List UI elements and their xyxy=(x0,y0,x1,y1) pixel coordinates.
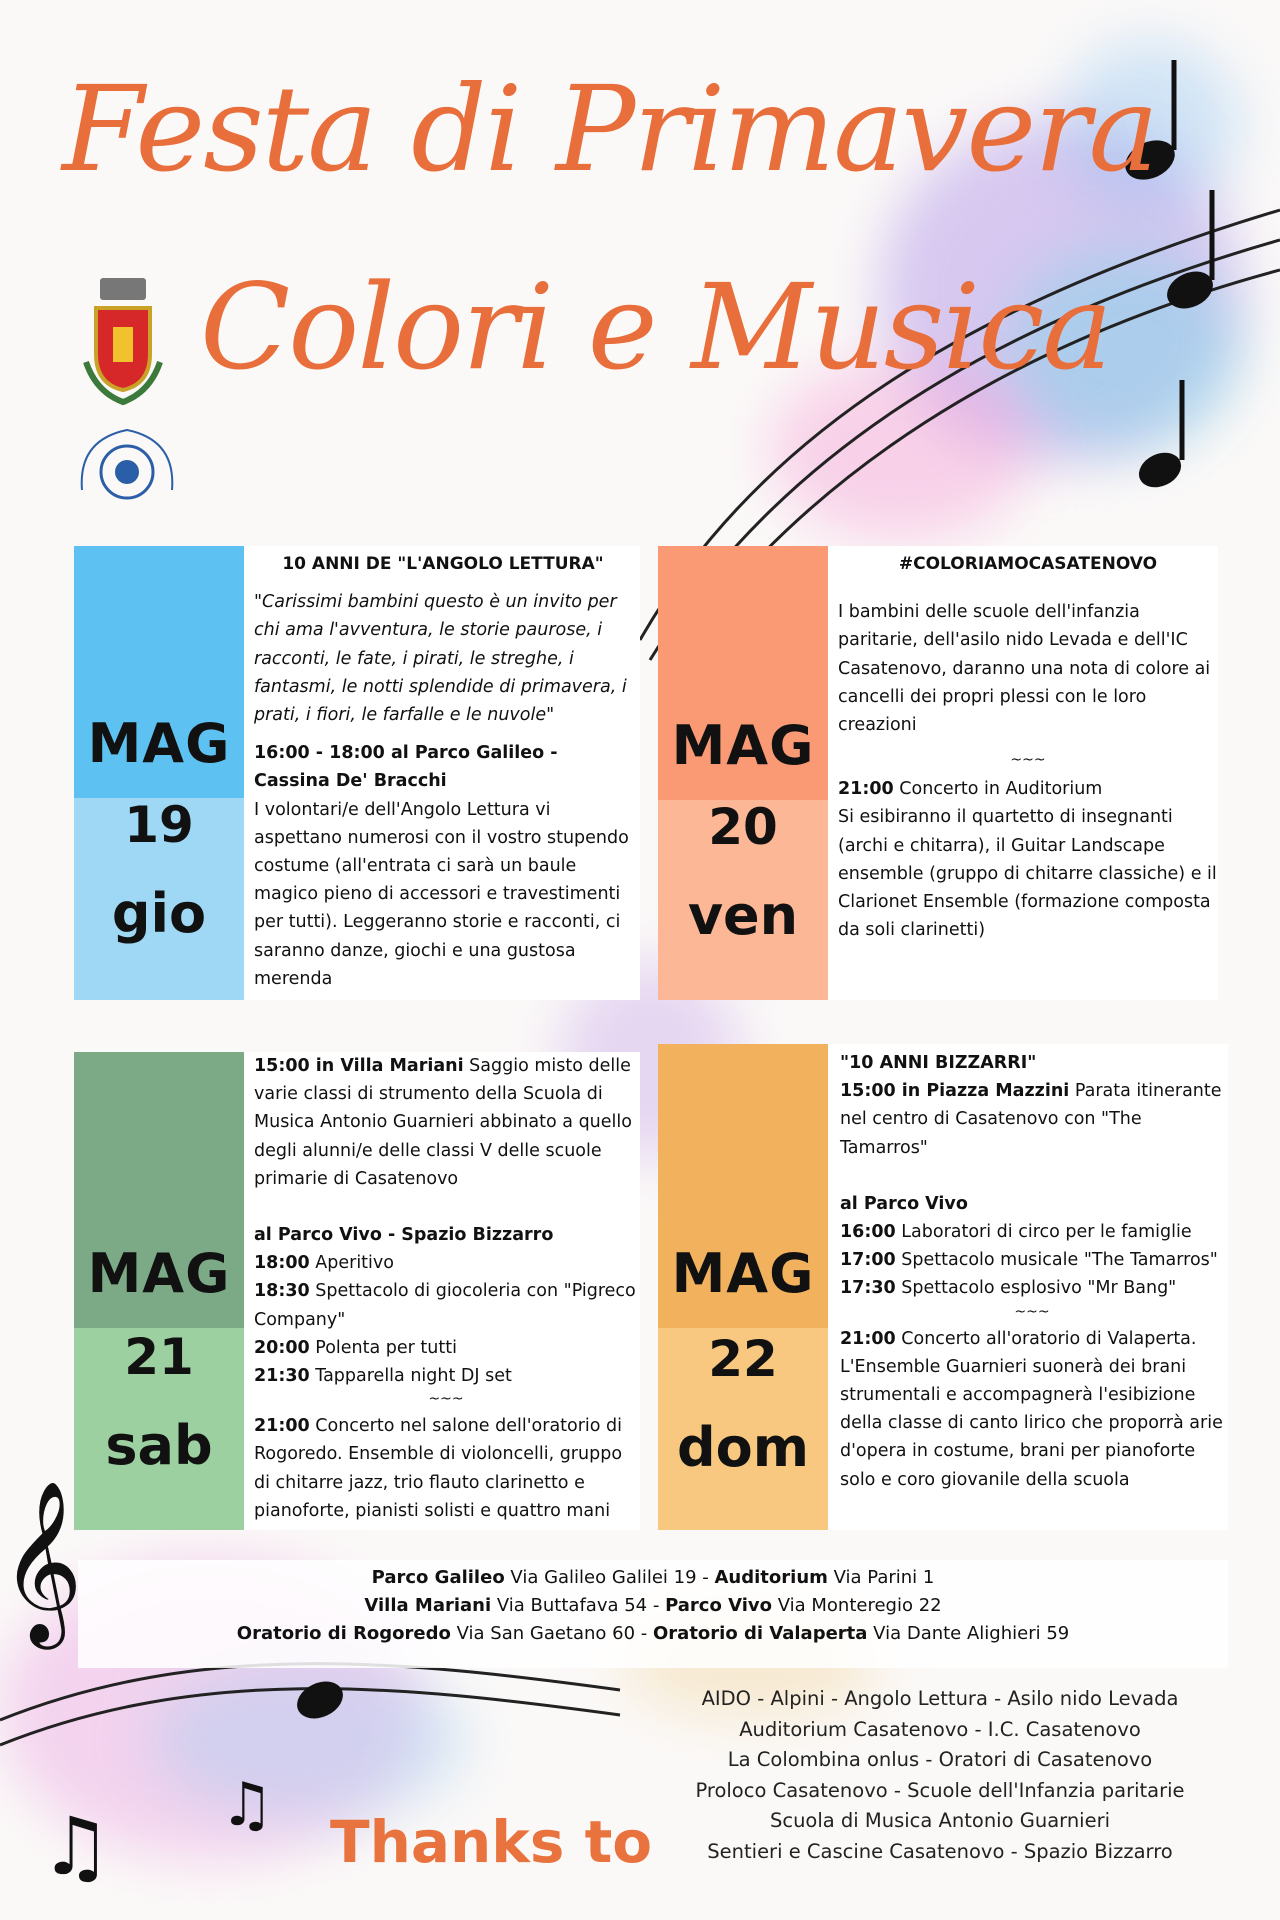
title-line-1: Festa di Primavera xyxy=(62,60,1157,198)
date-box-thursday xyxy=(74,546,244,1000)
schedule-text: Tapparella night DJ set xyxy=(309,1366,512,1387)
event-text-thursday xyxy=(254,550,632,993)
title-line-2: Colori e Musica xyxy=(200,258,1111,396)
schedule-time: 16:00 xyxy=(840,1222,896,1243)
music-note-icon: ♫ xyxy=(40,1800,112,1893)
sponsor-line: Sentieri e Cascine Casatenovo - Spazio Bizzarro xyxy=(707,1839,1173,1863)
address-line xyxy=(78,1592,1228,1620)
event-heading: "10 ANNI BIZZARRI" xyxy=(840,1053,1037,1073)
schedule-time: 18:00 xyxy=(254,1253,310,1274)
concert-description: Concerto nel salone dell'oratorio di Rogoredo. Ensemble di violoncelli, gruppo di chitarre jazz, trio flauto clarinetto e pianoforte, pianisti solisti e quattro mani xyxy=(254,1416,623,1521)
weekday-label: dom xyxy=(676,1416,810,1479)
event-time-place: 15:00 in Villa Mariani xyxy=(254,1056,464,1076)
venue-address: Via Galileo Galilei 19 - xyxy=(504,1567,715,1588)
event-description: Saggio misto delle varie classi di strumento della Scuola di Musica Antonio Guarnieri abbinato a quello degli alunni/e delle classi V delle scuole primarie di Casatenovo xyxy=(254,1056,632,1189)
event-description: Parata itinerante nel centro di Casatenovo con "The Tamarros" xyxy=(840,1081,1222,1158)
event-time-place: 15:00 in Piazza Mazzini xyxy=(840,1081,1070,1102)
schedule-text: Spettacolo musicale "The Tamarros" xyxy=(895,1250,1218,1271)
schedule-item xyxy=(840,1246,1224,1274)
venue-addresses xyxy=(78,1560,1228,1668)
day-number: 21 xyxy=(124,1328,194,1386)
venue-address: Via Monteregio 22 xyxy=(772,1595,942,1616)
coat-of-arms-icon xyxy=(78,272,168,410)
event-text-friday xyxy=(838,550,1218,944)
event-heading: #COLORIAMOCASATENOVO xyxy=(898,554,1158,574)
venue-address: Via Dante Alighieri 59 xyxy=(867,1623,1070,1644)
sponsor-line: La Colombina onlus - Oratori di Casatenovo xyxy=(727,1748,1153,1772)
schedule-item xyxy=(254,1277,638,1333)
venue-address: Via Buttafava 54 - xyxy=(491,1595,666,1616)
month-label: MAG xyxy=(671,1242,815,1305)
schedule-item xyxy=(840,1218,1224,1246)
proloco-logo xyxy=(72,420,182,520)
sponsor-line: Scuola di Musica Antonio Guarnieri xyxy=(769,1809,1111,1833)
schedule-text: Spettacolo di giocoleria con "Pigreco Company" xyxy=(254,1281,636,1330)
venue-name: Parco Galileo xyxy=(371,1567,505,1588)
event-description: I volontari/e dell'Angolo Lettura vi aspettano numerosi con il vostro stupendo costume (all'entrata ci sarà un baule magico pieno di accessori e travestimenti per tutti). Leggeranno storie e racconti, ci saranno danze, giochi e una gustosa merenda xyxy=(254,799,629,989)
month-label: MAG xyxy=(87,712,231,775)
schedule-item xyxy=(840,1274,1224,1302)
weekday-label: sab xyxy=(105,1414,213,1477)
concert-title: Concerto in Auditorium xyxy=(899,779,1103,800)
sponsor-line: Proloco Casatenovo - Scuole dell'Infanzia paritarie xyxy=(695,1778,1185,1802)
address-line xyxy=(78,1620,1228,1648)
sponsors-list xyxy=(660,1684,1220,1868)
concert-time: 21:00 xyxy=(838,779,894,800)
month-label: MAG xyxy=(87,1242,231,1305)
separator: ~~~ xyxy=(428,1391,464,1408)
schedule-text: Spettacolo esplosivo "Mr Bang" xyxy=(895,1278,1177,1299)
schedule-text: Polenta per tutti xyxy=(309,1337,457,1358)
concert-time: 21:00 xyxy=(254,1416,310,1437)
event-place: al Parco Vivo - Spazio Bizzarro xyxy=(254,1225,554,1246)
sponsor-line: Auditorium Casatenovo - I.C. Casatenovo xyxy=(739,1717,1141,1741)
thanks-heading: Thanks to xyxy=(330,1808,653,1876)
concert-time: 21:00 xyxy=(840,1328,896,1349)
treble-clef-icon: 𝄞 xyxy=(0,1480,83,1643)
event-time-place: 16:00 - 18:00 al Parco Galileo - Cassina De' Bracchi xyxy=(254,743,558,792)
schedule-time: 17:30 xyxy=(840,1278,896,1299)
schedule-text: Aperitivo xyxy=(309,1253,394,1274)
separator: ~~~ xyxy=(1014,1303,1050,1320)
separator: ~~~ xyxy=(1010,752,1046,769)
weekday-label: ven xyxy=(687,884,799,947)
weekday-label: gio xyxy=(111,882,207,945)
day-number: 20 xyxy=(708,798,778,856)
schedule-time: 18:30 xyxy=(254,1281,310,1302)
venue-name: Oratorio di Rogoredo xyxy=(236,1623,451,1644)
venue-name: Oratorio di Valaperta xyxy=(653,1623,868,1644)
event-quote: "Carissimi bambini questo è un invito per chi ama l'avventura, le storie paurose, i racconti, le fate, i pirati, le streghe, i fantasmi, le notti splendide di primavera, i prati, i fiori, le farfalle e le nuvole" xyxy=(254,592,627,726)
schedule-item xyxy=(254,1334,638,1362)
schedule-item xyxy=(254,1249,638,1277)
day-number: 22 xyxy=(708,1330,778,1388)
event-heading: 10 ANNI DE "L'ANGOLO LETTURA" xyxy=(282,554,604,574)
schedule-time: 20:00 xyxy=(254,1337,310,1358)
event-description: I bambini delle scuole dell'infanzia paritarie, dell'asilo nido Levada e dell'IC Casatenovo, daranno una nota di colore ai cancelli dei propri plessi con le loro creazioni xyxy=(838,602,1211,736)
concert-description: Si esibiranno il quartetto di insegnanti (archi e chitarra), il Guitar Landscape ensemble (gruppo di chitarre classiche) e il Clarionet Ensemble (formazione composta da soli clarinetti) xyxy=(838,807,1217,941)
event-text-sunday xyxy=(840,1049,1224,1494)
schedule-time: 21:30 xyxy=(254,1366,310,1387)
day-number: 19 xyxy=(124,796,194,854)
event-text-saturday xyxy=(254,1052,638,1525)
sponsor-line: AIDO - Alpini - Angolo Lettura - Asilo nido Levada xyxy=(701,1687,1179,1710)
venue-name: Auditorium xyxy=(714,1567,828,1588)
venue-name: Villa Mariani xyxy=(364,1595,492,1616)
venue-address: Via San Gaetano 60 - xyxy=(450,1623,653,1644)
date-box-sunday xyxy=(658,1044,828,1530)
address-line xyxy=(78,1564,1228,1592)
venue-address: Via Parini 1 xyxy=(827,1567,935,1588)
concert-description: Concerto all'oratorio di Valaperta. L'Ensemble Guarnieri suonerà dei brani strumentali e accompagnerà l'esibizione della classe di canto lirico che proporrà arie d'opera in costume, brani per pianoforte solo e coro giovanile della scuola xyxy=(840,1328,1223,1490)
schedule-time: 17:00 xyxy=(840,1250,896,1271)
date-box-friday xyxy=(658,546,828,1000)
date-box-saturday xyxy=(74,1052,244,1530)
music-note-icon: ♫ xyxy=(220,1770,274,1840)
schedule-text: Laboratori di circo per le famiglie xyxy=(895,1222,1192,1243)
event-place: al Parco Vivo xyxy=(840,1193,968,1214)
schedule-item xyxy=(254,1362,638,1390)
venue-name: Parco Vivo xyxy=(665,1595,772,1616)
month-label: MAG xyxy=(671,714,815,777)
